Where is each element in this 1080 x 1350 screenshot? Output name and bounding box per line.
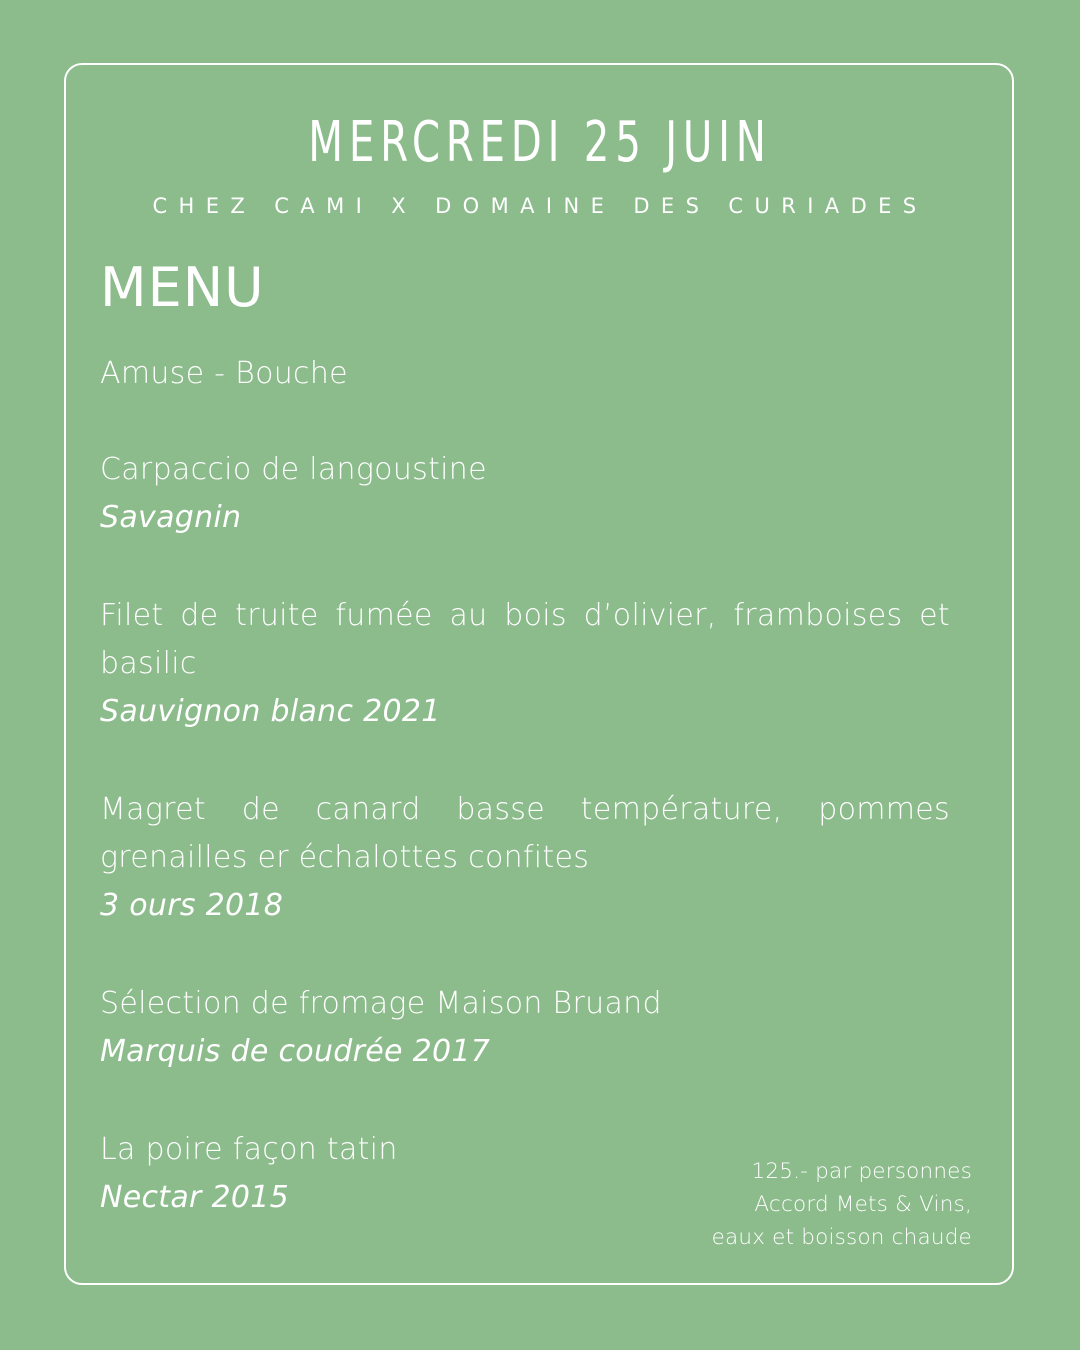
course-wine-pairing: Nectar 2015	[100, 1180, 290, 1215]
course-dish: La poire façon tatin	[100, 1132, 398, 1167]
course-item	[100, 446, 950, 542]
course-dish: Filet de truite fumée au bois d’olivier, framboises et basilic	[100, 598, 950, 681]
menu-title: MENU	[100, 256, 265, 319]
course-wine-pairing: Sauvignon blanc 2021	[100, 694, 441, 729]
course-dish: Sélection de fromage Maison Bruand	[100, 986, 662, 1021]
price-pairing-note: Accord Mets & Vins,	[754, 1192, 972, 1217]
course-item	[100, 350, 950, 398]
course-dish: Magret de canard basse température, pommes grenailles er échalottes confites	[100, 792, 950, 875]
course-dish: Carpaccio de langoustine	[100, 452, 487, 487]
course-item	[100, 592, 950, 736]
price-info	[712, 1155, 972, 1254]
course-wine-pairing: Savagnin	[100, 500, 242, 535]
course-item	[100, 980, 950, 1076]
course-item	[100, 786, 950, 930]
course-wine-pairing: Marquis de coudrée 2017	[100, 1034, 491, 1069]
course-dish: Amuse - Bouche	[100, 356, 348, 391]
price-per-person: 125.- par personnes	[751, 1159, 972, 1184]
event-date-heading: MERCREDI 25 JUIN	[308, 110, 772, 175]
course-wine-pairing: 3 ours 2018	[100, 888, 284, 923]
event-subtitle: CHEZ CAMI X DOMAINE DES CURIADES	[152, 194, 928, 218]
price-drinks-note: eaux et boisson chaude	[711, 1225, 972, 1250]
